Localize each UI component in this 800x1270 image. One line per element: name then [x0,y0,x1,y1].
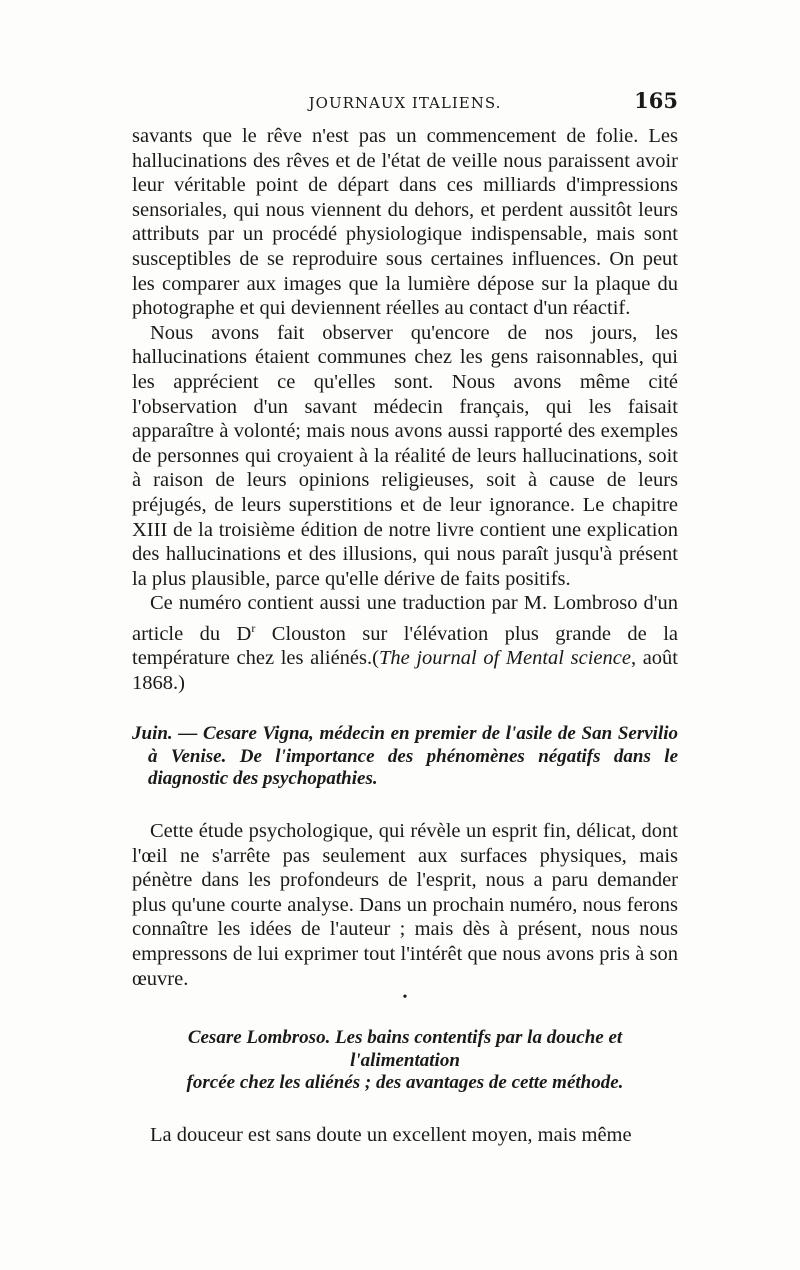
entry-vigna [132,723,678,791]
paragraph-3-end: , août 1868.) [132,647,679,694]
separator-dot: • [402,990,408,1006]
paragraph-1: savants que le rêve n'est pas un commencement de folie. Les hallucinations des rêves et de l'état de veille nous paraissent avoir leur véritable point de départ dans ces milliards d'impressions sensoriales, qui nous viennent du dehors, et perdent aussitôt leurs attributs par un procédé physiologique indispensable, mais sont susceptibles de se reproduire sous certaines influences. On peut les comparer aux images que la lumière dépose sur la plaque du photographe et qui deviennent réelles au contact d'un réactif. [132,125,678,320]
paragraph-3-mid: Clouston sur l'élévation plus grande de la température chez les aliénés.( [132,622,678,670]
paragraph-2: Nous avons fait observer qu'encore de nos jours, les hallucinations étaient communes chez les gens raisonnables, qui les apprécient ce qu'elles sont. Nous avons même cité l'observation d'un savant médecin français, qui les faisait apparaître à volonté; mais nous avons aussi rapporté des exemples de personnes qui croyaient à la réalité de leurs hallucinations, soit à raison de leurs opinions religieuses, soit à cause de leurs préjugés, de leurs superstitions et de leur ignorance. Le chapitre XIII de la troisième édition de notre livre contient une explication des hallucinations et des illusions, qui nous paraît jusqu'à présent la plus plausible, parce qu'elle dérive de faits positifs. [132,321,678,590]
running-title: JOURNAUX ITALIENS. [308,94,502,112]
entry-vigna-text: Cesare Vigna, médecin en premier de l'asile de San Servilio à Venise. De l'importance des phénomènes négatifs dans le diagnostic des psychopathies. [148,723,678,790]
entry-lombroso [132,1027,678,1095]
spacer [132,1095,678,1123]
paragraph-4: Cette étude psychologique, qui révèle un esprit fin, délicat, dont l'œil ne s'arrête pas seulement aux surfaces physiques, mais pénètre dans les profondeurs de l'esprit, nous a paru demander plus qu'une courte analyse. Dans un prochain numéro, nous ferons connaître les idées de l'auteur ; mais dès à présent, nous nous empressons de lui exprimer tout l'intérêt que nous avons pris à son œuvre. [132,819,678,990]
spacer [132,1005,678,1027]
entry-lombroso-line-1: Cesare Lombroso. Les bains contentifs par la douche et l'alimentation [187,1027,623,1071]
paragraph-3 [132,591,678,695]
paragraph-3-start: Ce numéro contient aussi une traduction par M. Lombroso d'un article du D [132,592,678,645]
spacer [132,791,678,819]
spacer [132,695,678,723]
paragraph-5: La douceur est sans doute un excellent moyen, mais même [150,1123,632,1146]
journal-title: The journal of Mental science [378,647,631,670]
running-head [132,88,678,118]
doctor-superscript: r [251,620,256,635]
body-text [132,124,678,1147]
entry-vigna-lead: Juin. — [132,723,204,745]
entry-lombroso-line-2: forcée chez les aliénés ; des avantages de cette méthode. [186,1072,624,1094]
page-number: 165 [634,88,678,113]
